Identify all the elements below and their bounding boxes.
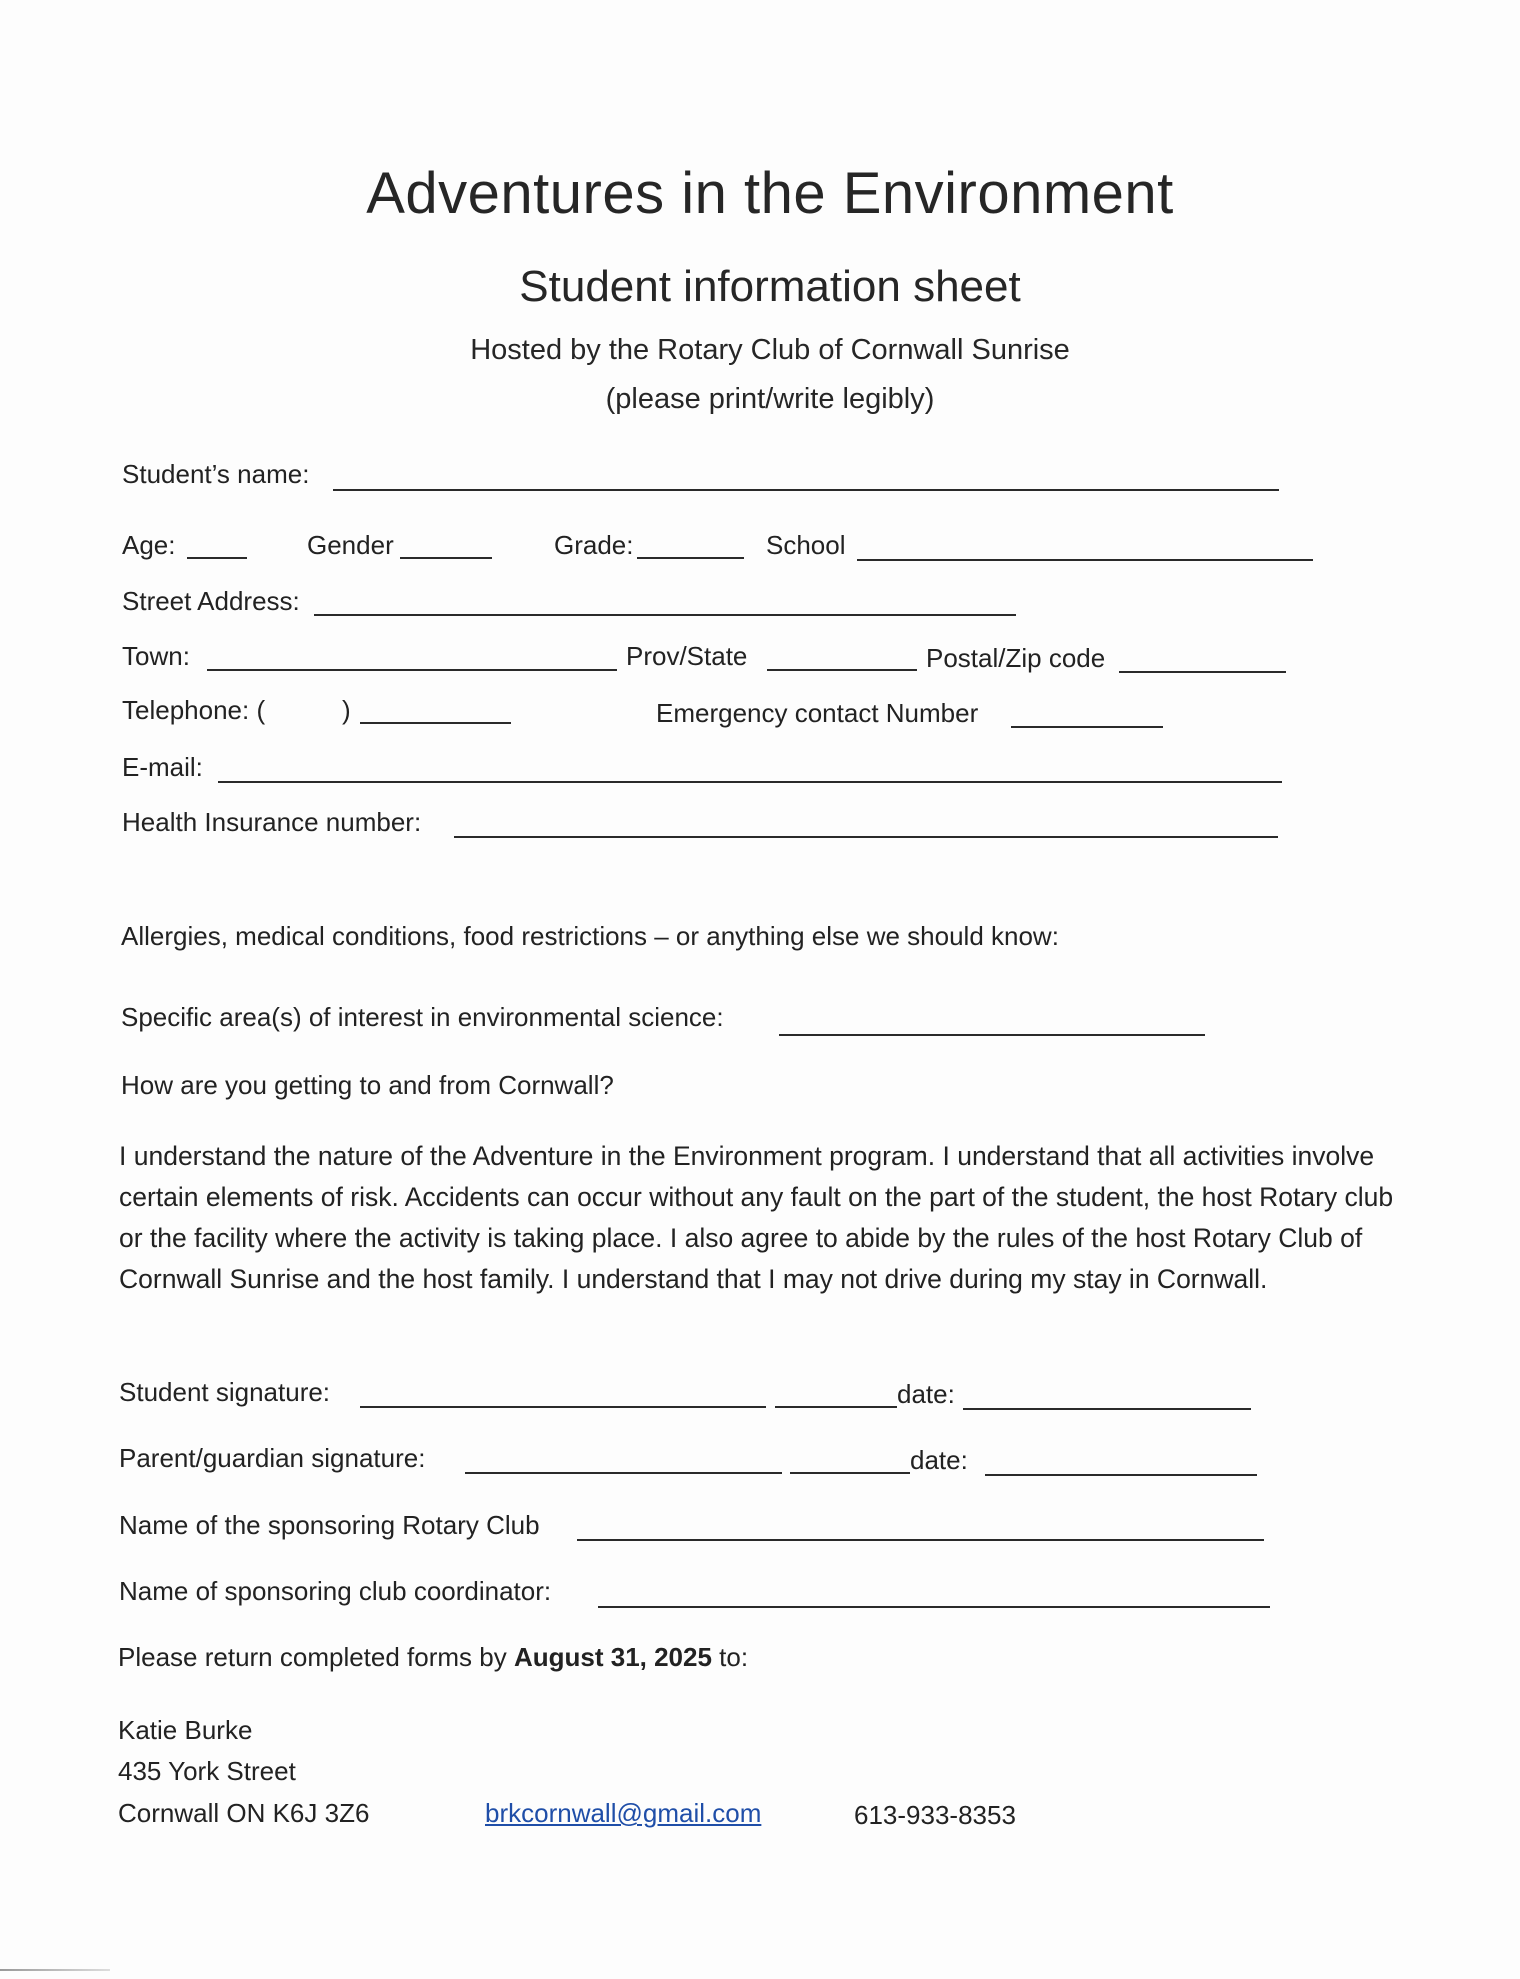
scan-artifact-line [0,1969,110,1971]
email-blank[interactable] [218,781,1282,783]
parent-date-blank[interactable] [985,1474,1257,1476]
instruction-line: (please print/write legibly) [605,383,935,415]
parent-signature-label: Parent/guardian signature: [119,1443,426,1473]
postal-zip-blank[interactable] [1119,671,1286,673]
emergency-contact-label: Emergency contact Number [656,698,979,728]
contact-street: 435 York Street [118,1756,296,1786]
interests-blank[interactable] [779,1034,1205,1036]
gender-label: Gender [307,530,394,560]
telephone-label: Telephone: ( [122,695,266,725]
page-title: Adventures in the Environment [366,161,1174,226]
sponsoring-club-label: Name of the sponsoring Rotary Club [119,1510,540,1540]
telephone-close-paren: ) [342,695,351,725]
email-label: E-mail: [122,752,203,782]
return-suffix: to: [711,1642,749,1672]
transport-question: How are you getting to and from Cornwall? [121,1070,614,1100]
health-insurance-blank[interactable] [454,836,1278,838]
parent-date-label: date: [910,1445,968,1475]
town-label: Town: [122,641,190,671]
telephone-blank[interactable] [360,722,511,724]
page-subtitle: Student information sheet [519,262,1021,311]
age-label: Age: [122,530,176,560]
street-address-blank[interactable] [314,614,1016,616]
student-date-blank[interactable] [963,1408,1251,1410]
prov-state-blank[interactable] [767,669,917,671]
student-signature-blank[interactable] [360,1406,766,1408]
contact-city: Cornwall ON K6J 3Z6 [118,1798,370,1828]
coordinator-label: Name of sponsoring club coordinator: [119,1576,552,1606]
host-line: Hosted by the Rotary Club of Cornwall Sunrise [470,334,1070,366]
school-label: School [766,530,846,560]
health-insurance-label: Health Insurance number: [122,807,422,837]
town-blank[interactable] [207,669,617,671]
grade-label: Grade: [554,530,634,560]
parent-signature-blank[interactable] [465,1472,782,1474]
contact-phone: 613-933-8353 [854,1800,1016,1830]
waiver-paragraph: I understand the nature of the Adventure in the Environment program. I understand that all activities involve certain elements of risk. Accidents can occur without any fault on the part of the student, the host Rotary club or the facility where the activity is taking place. I also agree to abide by the rules of the host Rotary Club of Cornwall Sunrise and the host family. I understand that I may not drive during my stay in Cornwall. [119,1141,1394,1294]
return-prefix: Please return completed forms by [118,1642,514,1672]
street-address-label: Street Address: [122,586,300,616]
sponsoring-club-blank[interactable] [577,1539,1264,1541]
contact-email-link[interactable]: brkcornwall@gmail.com [485,1798,762,1828]
contact-name: Katie Burke [118,1715,253,1745]
return-instructions [118,1642,748,1673]
parent-signature-extra-blank[interactable] [790,1472,910,1474]
grade-blank[interactable] [637,557,744,559]
school-blank[interactable] [857,559,1313,561]
allergies-question: Allergies, medical conditions, food restrictions – or anything else we should know: [121,921,1059,951]
student-name-blank[interactable] [333,489,1279,491]
coordinator-blank[interactable] [598,1606,1270,1608]
prov-state-label: Prov/State [626,641,748,671]
student-name-label: Student’s name: [122,459,310,489]
student-signature-label: Student signature: [119,1377,331,1407]
emergency-contact-blank[interactable] [1011,726,1163,728]
student-date-label: date: [897,1379,955,1409]
gender-blank[interactable] [400,557,492,559]
age-blank[interactable] [187,557,247,559]
postal-zip-label: Postal/Zip code [926,643,1106,673]
student-signature-extra-blank[interactable] [775,1406,897,1408]
interests-question: Specific area(s) of interest in environmental science: [121,1002,724,1032]
return-deadline: August 31, 2025 [513,1642,712,1672]
